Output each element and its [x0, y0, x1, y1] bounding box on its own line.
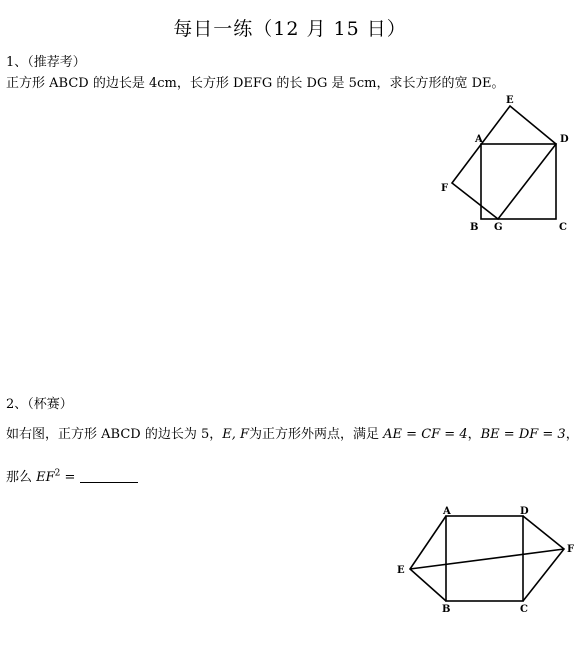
label-b-2: B — [442, 604, 451, 615]
square-abcd — [481, 144, 556, 219]
label-e: E — [506, 95, 514, 106]
question-1-heading: 1、（推荐考） — [6, 55, 86, 70]
q2-text-end: ， — [565, 427, 579, 442]
q2-ans-exp: 2 — [54, 468, 61, 479]
label-c: C — [559, 222, 567, 233]
label-d-2: D — [520, 506, 529, 517]
label-f-2: F — [567, 544, 575, 555]
question-1-text: 正方形 ABCD 的边长是 4cm，长方形 DEFG 的长 DG 是 5cm，求长方形的宽 DE。 — [6, 76, 505, 91]
label-b: B — [470, 222, 479, 233]
q2-eq1: AE = CF = 4 — [383, 427, 468, 442]
label-d: D — [560, 134, 569, 145]
answer-blank[interactable] — [80, 470, 138, 483]
q2-ans-eq: = — [64, 470, 76, 485]
label-g: G — [494, 222, 503, 233]
question-2-text — [6, 423, 579, 442]
q2-ans-prefix: 那么 — [6, 470, 33, 485]
rectangle-defg — [452, 106, 556, 219]
question-1-figure — [430, 88, 580, 238]
label-e-2: E — [397, 565, 405, 576]
square-abcd-2 — [446, 516, 523, 601]
q2-eq2: BE = DF = 3 — [480, 427, 566, 442]
label-a: A — [475, 134, 483, 145]
q2-ans-var: EF — [36, 470, 55, 485]
q2-text-mid: 为正方形外两点，满足 — [249, 427, 380, 442]
segments-df-cf — [523, 516, 564, 601]
segment-ef — [410, 549, 564, 569]
segments-ae-be — [410, 516, 446, 601]
question-2-heading: 2、（杯赛） — [6, 397, 73, 412]
question-2-answer-line — [6, 466, 138, 485]
label-f: F — [441, 183, 449, 194]
q2-sep: ， — [467, 427, 481, 442]
question-2-figure — [390, 505, 580, 615]
q2-points: E, F — [222, 427, 250, 442]
label-c-2: C — [520, 604, 528, 615]
label-a-2: A — [443, 506, 451, 517]
q2-text-prefix: 如右图，正方形 ABCD 的边长为 5， — [6, 427, 223, 442]
page-title: 每日一练（12 月 15 日） — [173, 18, 407, 40]
